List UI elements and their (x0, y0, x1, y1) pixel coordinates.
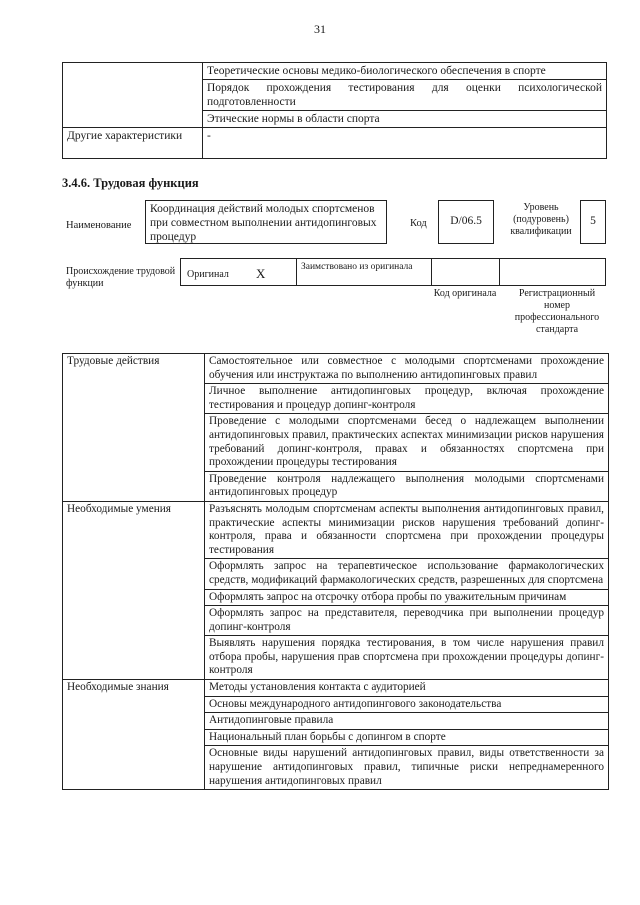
knowledge-item: Основы международного антидопингового законодательства (205, 696, 609, 713)
knowledge-item: Порядок прохождения тестирования для оценки психологической подготовленности (203, 80, 607, 111)
level-label: Уровень (подуровень) квалификации (510, 202, 572, 237)
skill-item: Оформлять запрос на представителя, переводчика при выполнении процедур допинг-контроля (205, 606, 609, 636)
skills-label: Необходимые умения (63, 501, 205, 679)
origin-label: Происхождение трудовой функции (66, 266, 176, 289)
section-title: 3.4.6. Трудовая функция (62, 176, 199, 190)
labor-actions-label: Трудовые действия (63, 354, 205, 502)
table-row (63, 63, 607, 80)
page-number: 31 (314, 22, 326, 36)
original-label: Оригинал (187, 269, 229, 280)
knowledge-item: Этические нормы в области спорта (203, 111, 607, 128)
knowledge-item: Основные виды нарушений антидопинговых правил, виды ответственности за нарушение антидопинговых правил, типичные риски непреднамеренного нарушения антидопинговых правил (205, 746, 609, 790)
previous-function-table (62, 62, 607, 159)
code-box: D/06.5 (438, 200, 494, 244)
skill-item: Разъяснять молодым спортсменам аспекты выполнения антидопинговых правил, практические аспекты минимизации рисков нарушения требований допинг-контроля, права и обязанности спортсмена при прохождении процедуры тестирования (205, 501, 609, 558)
code-label: Код (410, 218, 427, 229)
labor-action-item: Проведение с молодыми спортсменами бесед о надлежащем выполнении антидопинговых правил, практических аспектах минимизации рисков нарушения требований допинг-контроля, правах и обязанностях спортсмена при прохождении процедуры тестирования (205, 414, 609, 471)
divider (296, 259, 297, 285)
empty-cell (63, 63, 203, 128)
reg-number-label: Регистрационный номер профессионального стандарта (514, 288, 600, 335)
function-name-box: Координация действий молодых спортсменов при совместном выполнении антидопинговых процедур (145, 200, 387, 244)
divider (431, 259, 432, 285)
name-label: Наименование (66, 220, 132, 231)
table-row (63, 501, 609, 558)
skill-item: Выявлять нарушения порядка тестирования, в том числе нарушения правил отбора пробы, нарушения прав спортсмена при прохождении процедуры допинг-контроля (205, 636, 609, 680)
skill-item: Оформлять запрос на отсрочку отбора пробы по уважительным причинам (205, 589, 609, 606)
labor-action-item: Личное выполнение антидопинговых процедур, включая прохождение тестирования и процедур допинг-контроля (205, 384, 609, 414)
table-row (63, 354, 609, 384)
knowledge-label: Необходимые знания (63, 680, 205, 790)
code-original-label: Код оригинала (433, 288, 497, 299)
knowledge-item: Национальный план борьбы с допингом в спорте (205, 729, 609, 746)
borrowed-label: Заимствовано из оригинала (301, 262, 413, 272)
knowledge-item: Теоретические основы медико-биологического обеспечения в спорте (203, 63, 607, 80)
labor-action-item: Самостоятельное или совместное с молодыми спортсменами прохождение обучения или инструктажа по выполнению антидопинговых правил (205, 354, 609, 384)
divider (499, 259, 500, 285)
level-box: 5 (580, 200, 606, 244)
table-row (63, 128, 607, 159)
origin-row (180, 258, 606, 286)
labor-action-item: Проведение контроля надлежащего выполнения молодыми спортсменами антидопинговых процедур (205, 471, 609, 501)
labor-function-table (62, 353, 609, 790)
table-row (63, 680, 609, 697)
original-mark: X (256, 266, 266, 281)
other-characteristics-label: Другие характеристики (63, 128, 203, 159)
knowledge-item: Методы установления контакта с аудиторией (205, 680, 609, 697)
skill-item: Оформлять запрос на терапевтическое использование фармакологических средств, модификаций фармакологических средств, разрешенных для спортсмена (205, 559, 609, 589)
knowledge-item: Антидопинговые правила (205, 713, 609, 730)
other-characteristics-value: - (203, 128, 607, 159)
